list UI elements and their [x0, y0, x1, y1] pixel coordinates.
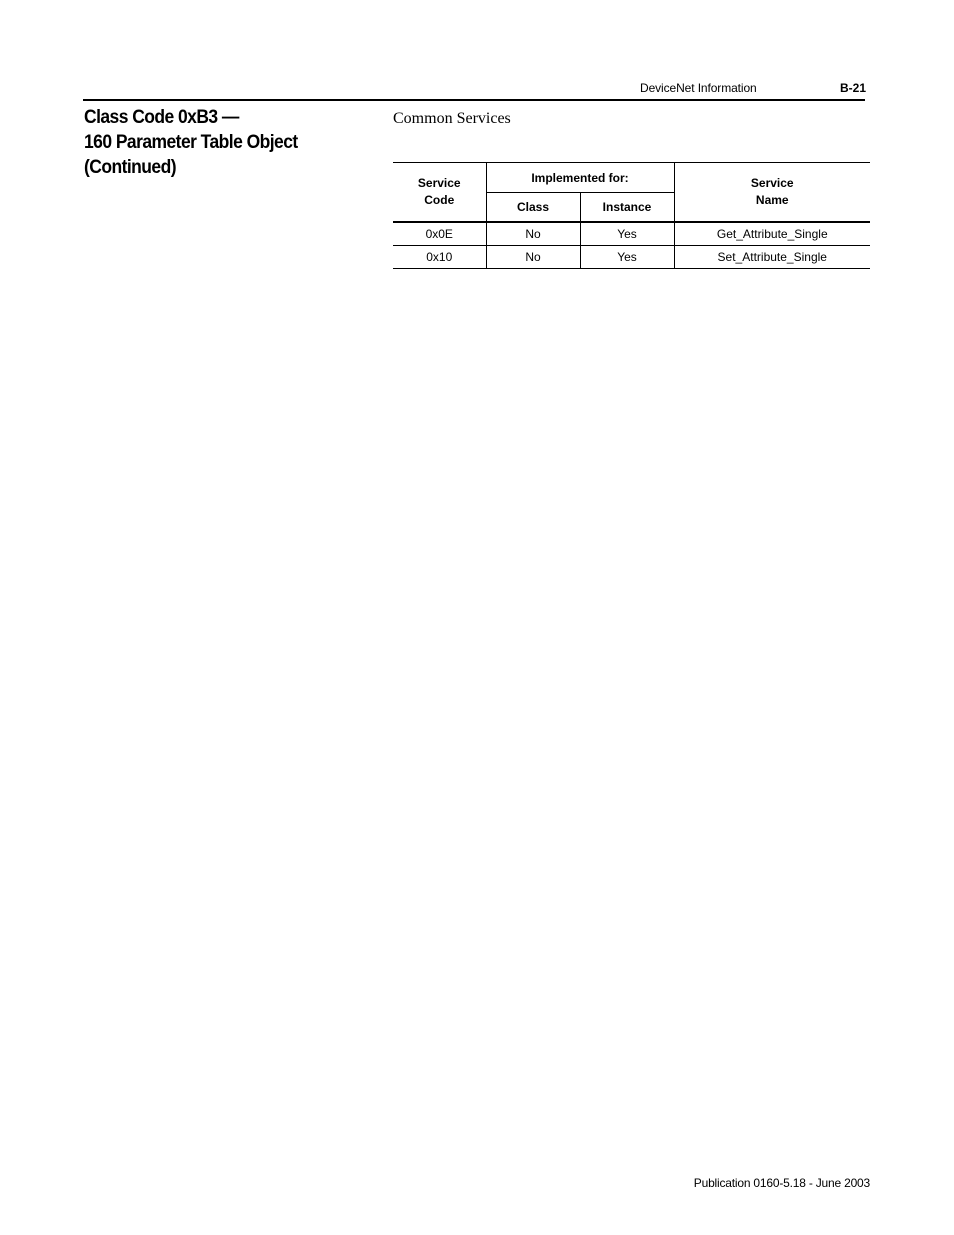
header-service-name-line-1: Service — [750, 176, 794, 190]
side-heading-line-3: (Continued) — [84, 157, 176, 178]
common-services-table — [393, 162, 870, 269]
side-heading-line-1: Class Code 0xB3 — — [84, 107, 239, 128]
header-service-name — [674, 163, 870, 223]
cell-service-code: 0x10 — [393, 246, 486, 269]
header-class: Class — [486, 193, 580, 223]
table-row — [393, 246, 870, 269]
header-service-code — [393, 163, 486, 223]
page-number: B-21 — [839, 81, 866, 95]
header-service-name-line-2: Name — [755, 193, 789, 207]
header-instance: Instance — [580, 193, 674, 223]
header-service-code-line-2: Code — [424, 193, 455, 207]
header-rule — [83, 99, 865, 101]
running-head — [0, 80, 866, 98]
cell-service-name: Set_Attribute_Single — [674, 246, 870, 269]
header-service-code-line-1: Service — [417, 176, 461, 190]
cell-class: No — [486, 222, 580, 246]
running-head-section: DeviceNet Information — [640, 81, 757, 95]
cell-service-code: 0x0E — [393, 222, 486, 246]
publication-footer: Publication 0160-5.18 - June 2003 — [693, 1176, 870, 1190]
table-subheading: Common Services — [393, 110, 511, 127]
header-implemented-for: Implemented for: — [486, 163, 674, 193]
table-row — [393, 222, 870, 246]
cell-service-name: Get_Attribute_Single — [674, 222, 870, 246]
side-heading-line-2: 160 Parameter Table Object — [84, 132, 298, 153]
cell-instance: Yes — [580, 222, 674, 246]
cell-instance: Yes — [580, 246, 674, 269]
side-heading — [84, 105, 342, 180]
cell-class: No — [486, 246, 580, 269]
